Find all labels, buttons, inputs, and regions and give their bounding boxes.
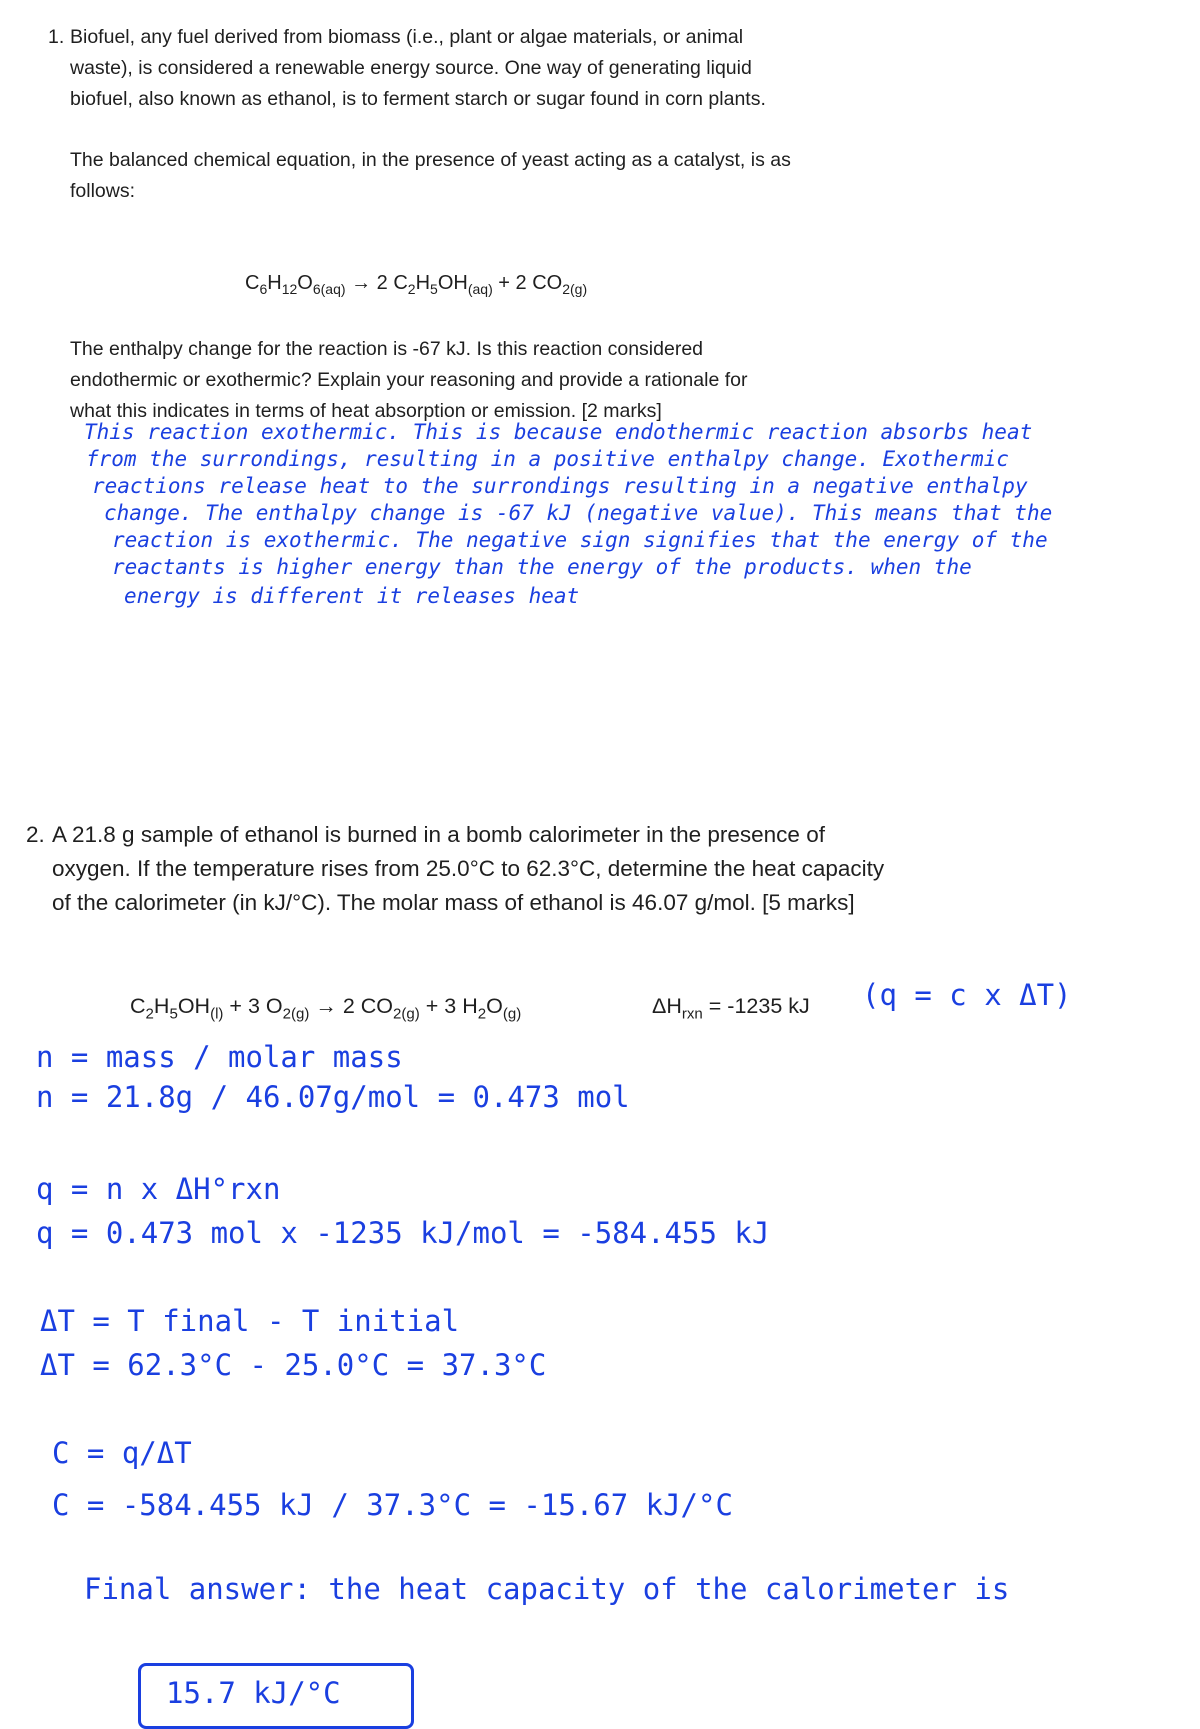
handwritten-answer-line: change. The enthalpy change is -67 kJ (negative value). This means that the: [104, 501, 1053, 525]
handwritten-c-calc: C = -584.455 kJ / 37.3°C = -15.67 kJ/°C: [52, 1488, 733, 1522]
enthalpy-value: $\Delta H_{rxn} = -1235$ kJ: [652, 994, 810, 1023]
handwritten-answer-line: reactions release heat to the surrondings resulting in a negative enthalpy: [92, 474, 1028, 498]
handwritten-final-label: Final answer: the heat capacity of the calorimeter is: [84, 1572, 1010, 1606]
question-1-equation: $C_6H_{12}O_{6(aq)} \to 2$ $C_2H_5OH_{(aq)} + 2$ $CO_{2(g)}$: [245, 272, 588, 297]
handwritten-answer-line: This reaction exothermic. This is because endothermic reaction absorbs heat: [84, 420, 1033, 444]
question-2-equation: $C_2H_5OH_{(l)} + 3$ $O_{2(g)} \to 2$ $CO_{2(g)} + 3$ $H_2O_{(g)}$: [130, 994, 522, 1023]
handwritten-final-value: 15.7 kJ/°C: [166, 1676, 341, 1710]
question-2-stem: A 21.8 g sample of ethanol is burned in a bomb calorimeter in the presence of oxygen. If the temperature rises from 25.0°C to 62.3°C, determine the heat capacity of the calorimeter (in kJ/°C). The molar mass of ethanol is 46.07 g/mol. [5 marks]: [52, 822, 885, 915]
handwritten-moles-formula: n = mass / molar mass: [36, 1040, 403, 1074]
handwritten-heat-formula: q = n x ΔH°rxn: [36, 1172, 281, 1206]
handwritten-answer-line: reaction is exothermic. The negative sign signifies that the energy of the: [112, 528, 1048, 552]
handwritten-dt-calc: ΔT = 62.3°C - 25.0°C = 37.3°C: [40, 1348, 547, 1382]
question-2-number: 2.: [26, 822, 45, 847]
question-1-number: 1.: [48, 26, 65, 48]
handwritten-moles-calc: n = 21.8g / 46.07g/mol = 0.473 mol: [36, 1080, 630, 1114]
question-1-prompt: The enthalpy change for the reaction is -67 kJ. Is this reaction considered endothermic or exothermic? Explain your reasoning and provide a rationale for what this indicates in terms of heat absorption or emission. [2 marks]: [70, 338, 748, 422]
question-1-stem: Biofuel, any fuel derived from biomass (i.e., plant or algae materials, or animal waste), is considered a renewable energy source. One way of generating liquid biofuel, also known as ethanol, is to ferment starch or sugar found in corn plants.: [70, 26, 766, 110]
handwritten-heat-calc: q = 0.473 mol x -1235 kJ/mol = -584.455 kJ: [36, 1216, 770, 1250]
handwritten-c-formula: C = q/ΔT: [52, 1436, 192, 1470]
question-1-equation-intro: The balanced chemical equation, in the presence of yeast acting as a catalyst, is as follows:: [70, 149, 791, 202]
handwritten-answer-line: energy is different it releases heat: [124, 584, 580, 608]
handwritten-dt-formula: ΔT = T final - T initial: [40, 1304, 460, 1338]
handwritten-answer-line: reactants is higher energy than the energy of the products. when the: [112, 555, 972, 579]
handwritten-formula-note: (q = c x ΔT): [862, 978, 1072, 1012]
handwritten-answer-line: from the surrondings, resulting in a positive enthalpy change. Exothermic: [86, 447, 1009, 471]
question-1: [48, 22, 808, 207]
question-2: [26, 818, 906, 920]
